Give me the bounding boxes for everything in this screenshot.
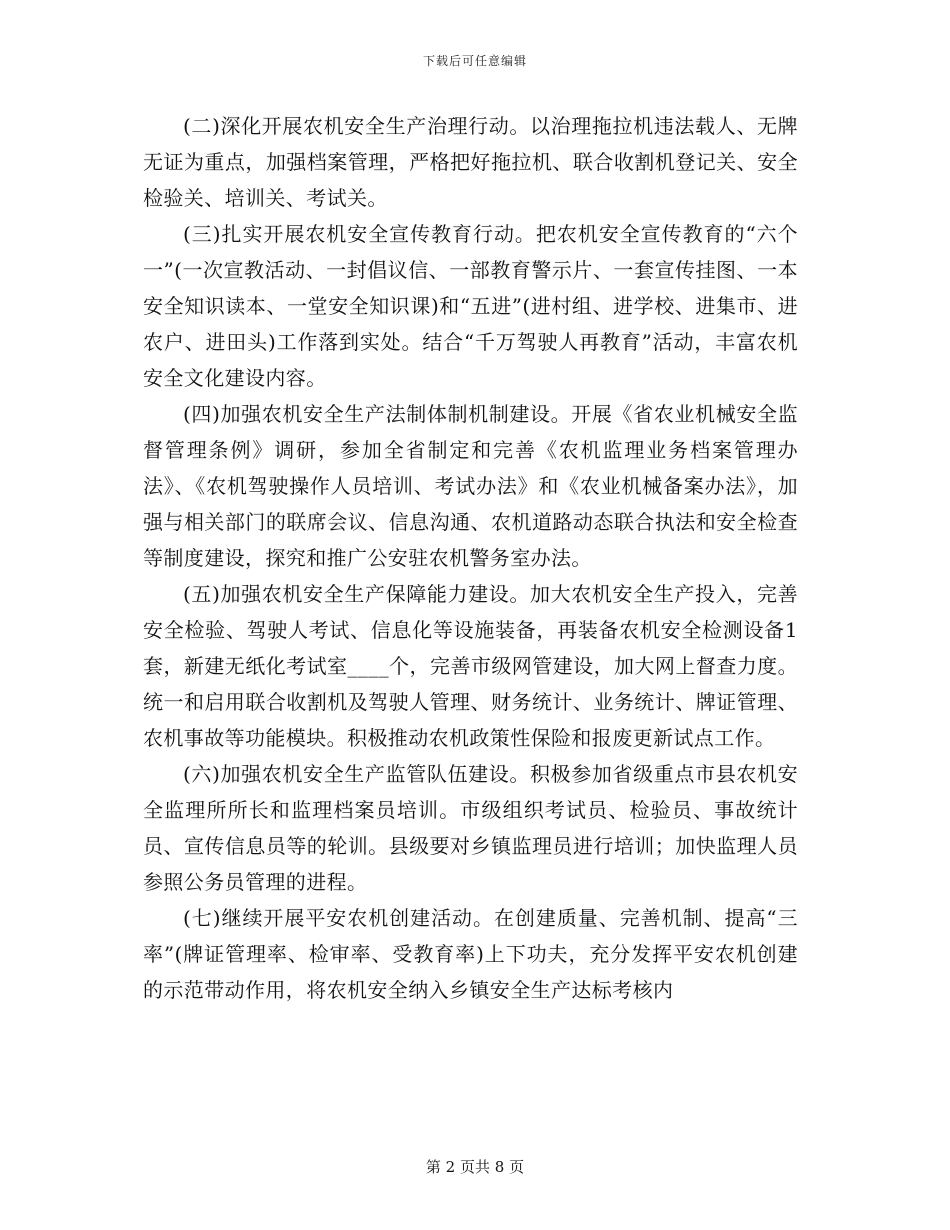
paragraph-6: (六)加强农机安全生产监管队伍建设。积极参加省级重点市县农机安全监理所所长和监理档案员培训。市级组织考试员、检验员、事故统计员、宣传信息员等的轮训。县级要对乡镇监理员进行培训；加快监理人员参照公务员管理的进程。 bbox=[143, 762, 798, 894]
paragraph-7: (七)继续开展平安农机创建活动。在创建质量、完善机制、提高“三率”(牌证管理率、检审率、受教育率)上下功夫，充分发挥平安农机创建的示范带动作用，将农机安全纳入乡镇安全生产达标考核内 bbox=[143, 906, 798, 1002]
page-footer: 第 2 页共 8 页 bbox=[425, 1158, 525, 1176]
page-header: 下载后可任意编辑 bbox=[422, 54, 527, 68]
paragraph-2: (二)深化开展农机安全生产治理行动。以治理拖拉机违法载人、无牌无证为重点，加强档案管理，严格把好拖拉机、联合收割机登记关、安全检验关、培训关、考试关。 bbox=[143, 114, 798, 210]
document-body bbox=[143, 108, 798, 1008]
paragraph-4: (四)加强农机安全生产法制体制机制建设。开展《省农业机械安全监督管理条例》调研，参加全省制定和完善《农机监理业务档案管理办法》、《农机驾驶操作人员培训、考试办法》和《农业机械备案办法》，加强与相关部门的联席会议、信息沟通、农机道路动态联合执法和安全检查等制度建设，探究和推广公安驻农机警务室办法。 bbox=[143, 402, 798, 570]
paragraph-3: (三)扎实开展农机安全宣传教育行动。把农机安全宣传教育的“六个一”(一次宣教活动、一封倡议信、一部教育警示片、一套宣传挂图、一本安全知识读本、一堂安全知识课)和“五进”(进村组、进学校、进集市、进农户、进田头)工作落到实处。结合“千万驾驶人再教育”活动，丰富农机安全文化建设内容。 bbox=[143, 222, 798, 390]
paragraph-5: (五)加强农机安全生产保障能力建设。加大农机安全生产投入，完善安全检验、驾驶人考试、信息化等设施装备，再装备农机安全检测设备1套，新建无纸化考试室____个，完善市级网管建设，加大网上督查力度。统一和启用联合收割机及驾驶人管理、财务统计、业务统计、牌证管理、农机事故等功能模块。积极推动农机政策性保险和报废更新试点工作。 bbox=[143, 582, 798, 750]
